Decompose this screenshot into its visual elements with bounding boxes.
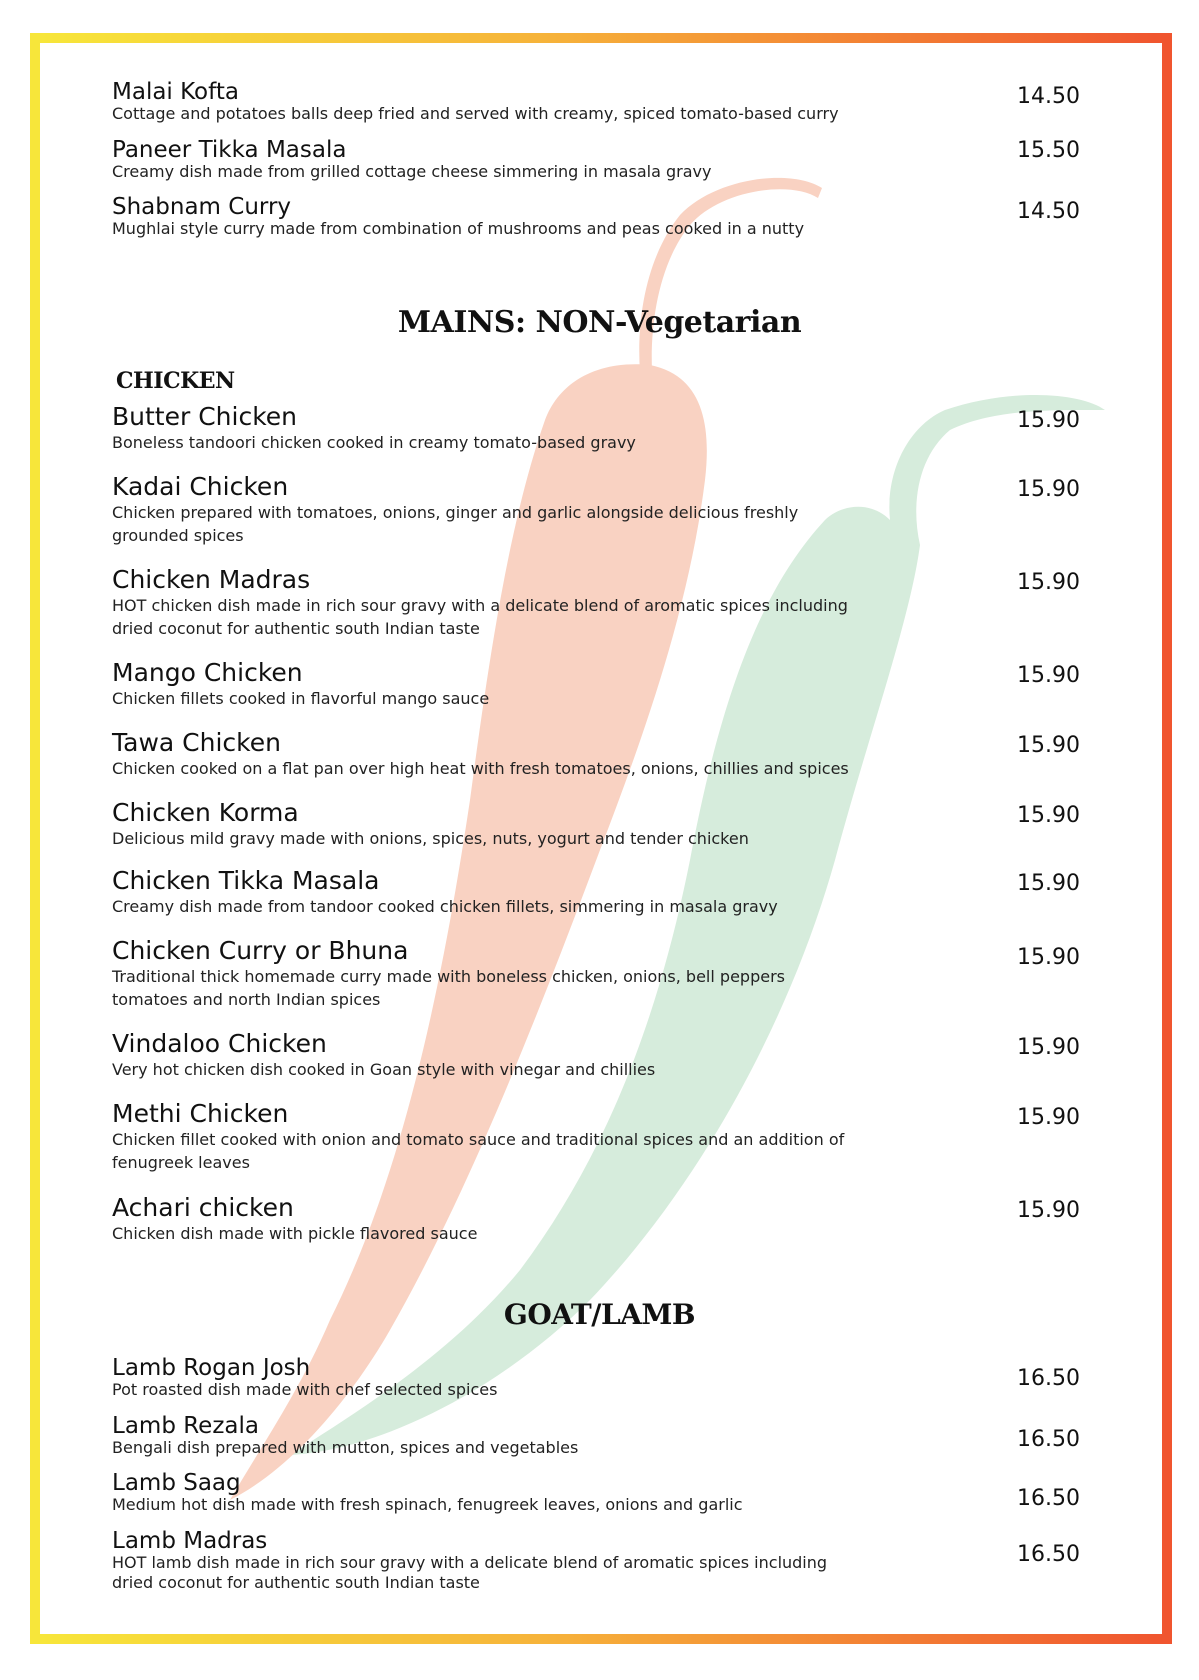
item-name: Vindaloo Chicken: [112, 1029, 327, 1058]
item-description: Bengali dish prepared with mutton, spices and vegetables: [112, 1438, 579, 1457]
item-description: Boneless tandoori chicken cooked in creamy tomato-based gravy: [112, 433, 636, 452]
item-name: Chicken Tikka Masala: [112, 866, 380, 895]
section-title-goat-lamb: GOAT/LAMB: [503, 1298, 696, 1331]
item-name: Butter Chicken: [112, 402, 298, 431]
item-price: 15.90: [1017, 570, 1080, 595]
item-price: 16.50: [1017, 1542, 1080, 1567]
item-name: Chicken Curry or Bhuna: [112, 936, 409, 965]
item-description: Chicken dish made with pickle flavored sauce: [112, 1224, 478, 1243]
item-name: Lamb Rogan Josh: [112, 1355, 311, 1381]
item-name: Methi Chicken: [112, 1099, 289, 1128]
item-description: Chicken fillets cooked in flavorful mango sauce: [112, 689, 490, 708]
item-description: Chicken cooked on a flat pan over high heat with fresh tomatoes, onions, chillies and spices: [112, 759, 849, 778]
item-price: 15.90: [1017, 945, 1080, 970]
item-price: 15.90: [1017, 733, 1080, 758]
item-description: Medium hot dish made with fresh spinach, fenugreek leaves, onions and garlic: [112, 1495, 743, 1514]
item-description: Delicious mild gravy made with onions, spices, nuts, yogurt and tender chicken: [112, 829, 749, 848]
item-description: HOT chicken dish made in rich sour gravy with a delicate blend of aromatic spices including dried coconut for authentic south Indian taste: [112, 596, 848, 638]
item-description: Creamy dish made from grilled cottage cheese simmering in masala gravy: [112, 162, 712, 181]
item-description: Chicken fillet cooked with onion and tomato sauce and traditional spices and an addition of fenugreek leaves: [112, 1130, 845, 1172]
item-description: Traditional thick homemade curry made with boneless chicken, onions, bell peppers tomatoes and north Indian spices: [112, 967, 785, 1009]
item-price: 15.90: [1017, 1035, 1080, 1060]
item-price: 15.90: [1017, 477, 1080, 502]
item-name: Malai Kofta: [112, 79, 239, 105]
item-name: Kadai Chicken: [112, 472, 289, 501]
item-name: Chicken Madras: [112, 565, 311, 594]
item-description: Pot roasted dish made with chef selected spices: [112, 1380, 498, 1399]
item-price: 16.50: [1017, 1366, 1080, 1391]
subsection-title-chicken: CHICKEN: [116, 368, 235, 394]
item-name: Lamb Madras: [112, 1528, 268, 1554]
item-description: Mughlai style curry made from combination of mushrooms and peas cooked in a nutty: [112, 219, 805, 238]
item-name: Shabnam Curry: [112, 194, 292, 220]
item-price: 15.90: [1017, 803, 1080, 828]
item-price: 16.50: [1017, 1427, 1080, 1452]
section-title-mains: MAINS: NON-Vegetarian: [397, 305, 802, 340]
item-price: 15.90: [1017, 663, 1080, 688]
item-description: HOT lamb dish made in rich sour gravy with a delicate blend of aromatic spices including dried coconut for authentic south Indian taste: [112, 1553, 828, 1592]
item-description: Creamy dish made from tandoor cooked chicken fillets, simmering in masala gravy: [112, 897, 778, 916]
item-price: 14.50: [1017, 84, 1080, 109]
item-description: Very hot chicken dish cooked in Goan style with vinegar and chillies: [112, 1060, 656, 1079]
item-price: 14.50: [1017, 199, 1080, 224]
item-price: 15.50: [1017, 138, 1080, 163]
item-price: 15.90: [1017, 1105, 1080, 1130]
item-name: Lamb Saag: [112, 1470, 241, 1496]
item-name: Chicken Korma: [112, 798, 299, 827]
item-price: 15.90: [1017, 1198, 1080, 1223]
item-description: Cottage and potatoes balls deep fried and served with creamy, spiced tomato-based curry: [112, 104, 839, 123]
item-price: 15.90: [1017, 408, 1080, 433]
item-name: Tawa Chicken: [112, 728, 281, 757]
item-name: Lamb Rezala: [112, 1413, 259, 1439]
item-price: 16.50: [1017, 1486, 1080, 1511]
item-name: Achari chicken: [112, 1193, 294, 1222]
item-name: Paneer Tikka Masala: [112, 137, 347, 163]
item-description: Chicken prepared with tomatoes, onions, ginger and garlic alongside delicious freshly grounded spices: [112, 503, 799, 545]
item-price: 15.90: [1017, 871, 1080, 896]
item-name: Mango Chicken: [112, 658, 303, 687]
